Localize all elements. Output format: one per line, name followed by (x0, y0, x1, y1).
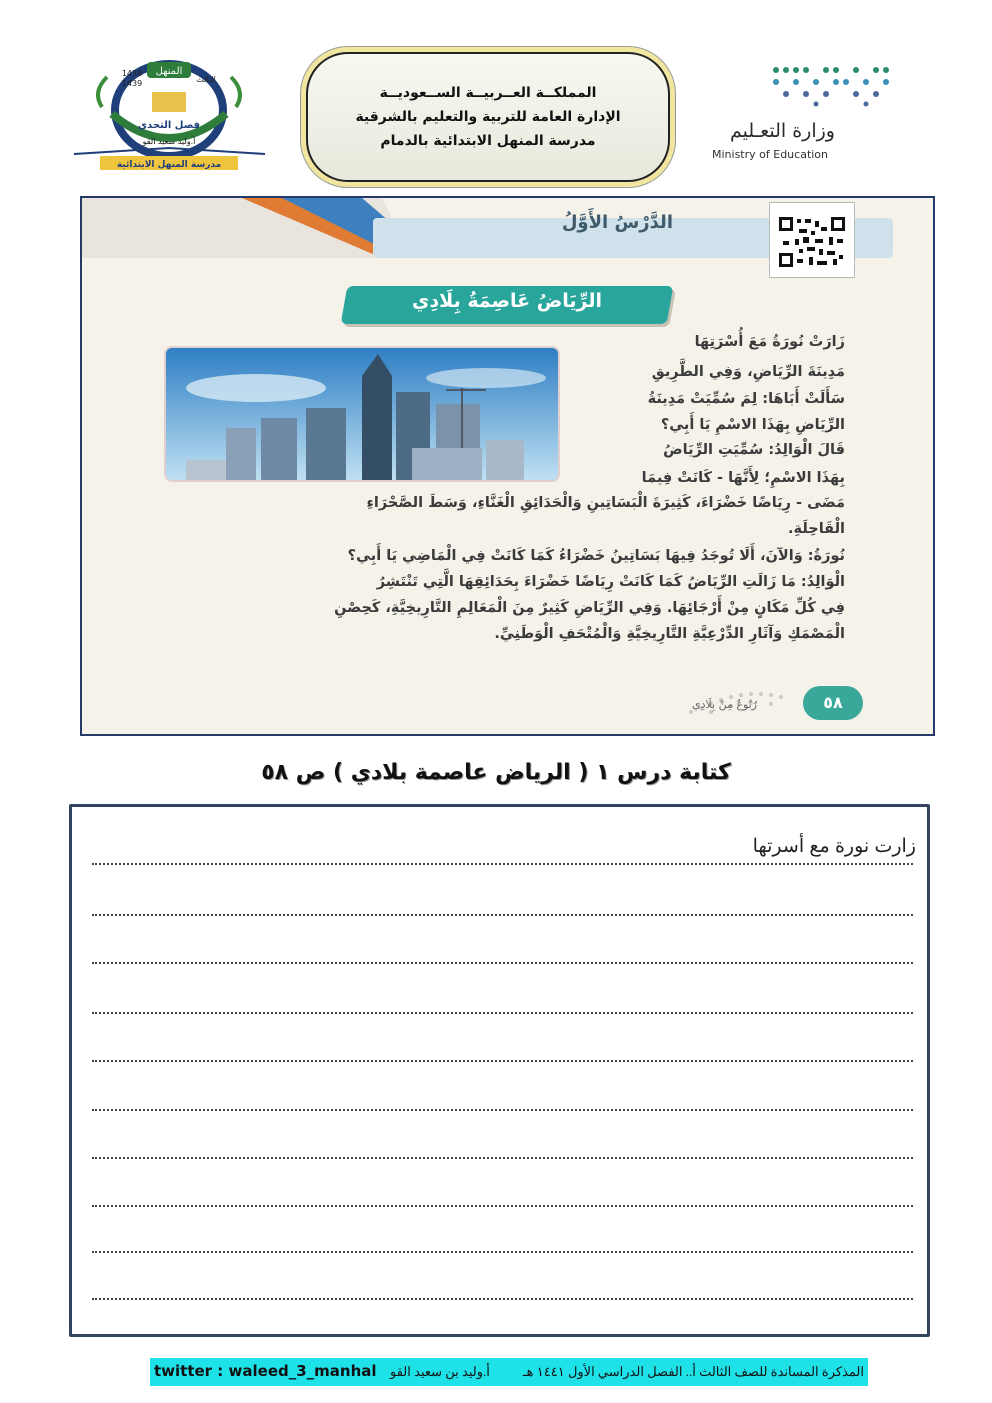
ministry-dots-icon (770, 62, 900, 108)
story-line-1: زَارَتْ نُورَةُ مَعَ أُسْرَتِهَا (694, 334, 845, 350)
writing-box[interactable] (69, 804, 930, 1337)
logo-top-label: المنهل (155, 66, 183, 77)
story-line-8: الْقَاحِلَةِ. (788, 521, 845, 537)
story-line-10: الْوَالِدُ: مَا زَالَتِ الرِّيَاضُ كَمَا كَانَتْ رِيَاضًا خَضْرَاءَ بِحَدَائِقِهَا الَّتِي تَنْتَشِرُ (376, 574, 845, 590)
header-line-school: مدرسة المنهل الابتدائية بالدمام (380, 133, 596, 149)
story-line-7: مَضَى - رِيَاضًا خَضْرَاءَ، كَثِيرَةَ الْبَسَاتِينِ وَالْحَدَائِقِ الْغَنَّاءِ، وَسَطَ الصَّحْرَاءِ (366, 495, 845, 511)
writing-line[interactable] (92, 888, 913, 916)
logo-grade: الثالث (196, 75, 216, 84)
header-line-kingdom: المملكــة العــربيــة الســعوديــة (379, 85, 597, 101)
writing-line[interactable] (92, 986, 913, 1014)
starter-text: زارت نورة مع أسرتها (747, 835, 916, 858)
writing-line[interactable] (92, 1225, 913, 1253)
ministry-english: Ministry of Education (712, 148, 829, 161)
writing-line[interactable] (92, 936, 913, 964)
logo-year1: 1438 (121, 69, 143, 78)
writing-line[interactable] (92, 1179, 913, 1207)
story-line-12: الْمَصْمَكِ وَآثَارِ الدِّرْعِيَّةِ التَّارِيخِيَّةِ وَالْمُتْحَفِ الْوَطَنِيِّ. (494, 626, 845, 642)
footer-twitter[interactable]: twitter : waleed_3_manhal (154, 1362, 377, 1380)
ministry-logo (700, 62, 905, 172)
footer-note: المذكرة المساندة للصف الثالث أ.. الفصل الدراسي الأول ١٤٤١ هـ (522, 1364, 864, 1379)
story-line-11: فِي كُلِّ مَكَانٍ مِنْ أَرْجَائِهَا. وَفِي الرِّيَاضِ كَثِيرٌ مِنَ الْمَعَالِمِ التَّارِيخِيَّةِ، كَحِصْنِ (334, 600, 845, 616)
story-line-2: مَدِينَةَ الرِّيَاضِ، وَفِي الطَّرِيقِ (651, 364, 845, 380)
footer-author: أ.وليد بن سعيد القو (390, 1364, 490, 1379)
lesson-label: الدَّرْسُ الأَوَّلُ (561, 212, 673, 233)
writing-line[interactable] (92, 1272, 913, 1300)
header-box (306, 52, 670, 182)
writing-line[interactable] (92, 1131, 913, 1159)
logo-year2: 1439 (121, 79, 143, 88)
qr-code-icon (779, 217, 845, 267)
writing-line[interactable] (92, 1034, 913, 1062)
footer-bar (150, 1358, 868, 1386)
qr-code[interactable] (769, 202, 855, 278)
writing-line[interactable] (92, 1083, 913, 1111)
ministry-arabic: وزارة التعـليم (729, 120, 835, 142)
logo-teacher: أ.وليد سعيد القو (142, 137, 196, 146)
unit-label: رُبُوعٌ مِنْ بِلَادِي (691, 698, 757, 711)
header-line-administration: الإدارة العامة للتربية والتعليم بالشرقية (355, 109, 621, 125)
story-line-5: قَالَ الْوَالِدُ: سُمِّيَتِ الرِّيَاضُ (663, 442, 845, 458)
lesson-title: الرِّيَاضُ عَاصِمَةُ بِلَادِي (412, 290, 602, 312)
story-line-3: سَأَلَتْ أَبَاهَا: لِمَ سُمِّيَتْ مَدِينَةُ (647, 391, 845, 407)
logo-class: فصل التحدي (137, 120, 201, 131)
exercise-title: كتابة درس ١ ( الرياض عاصمة بلادي ) ص ٥٨ (261, 760, 731, 785)
logo-school-name: مدرسة المنهل الابتدائية (116, 160, 222, 170)
page-number: ٥٨ (803, 686, 863, 720)
school-logo (72, 52, 267, 172)
story-line-6: بِهَذَا الاسْمِ؛ لِأَنَّهَا - كَانَتْ فِيمَا (641, 470, 845, 486)
textbook-page (80, 196, 935, 736)
story-line-4: الرِّيَاضِ بِهَذَا الاسْمِ يَا أَبِي؟ (660, 417, 845, 433)
story-line-9: نُورَةُ: وَالآنَ، أَلَا تُوجَدُ فِيهَا بَسَاتِينُ خَضْرَاءُ كَمَا كَانَتْ فِي الْمَاضِي يَا أَبِي؟ (347, 548, 845, 564)
